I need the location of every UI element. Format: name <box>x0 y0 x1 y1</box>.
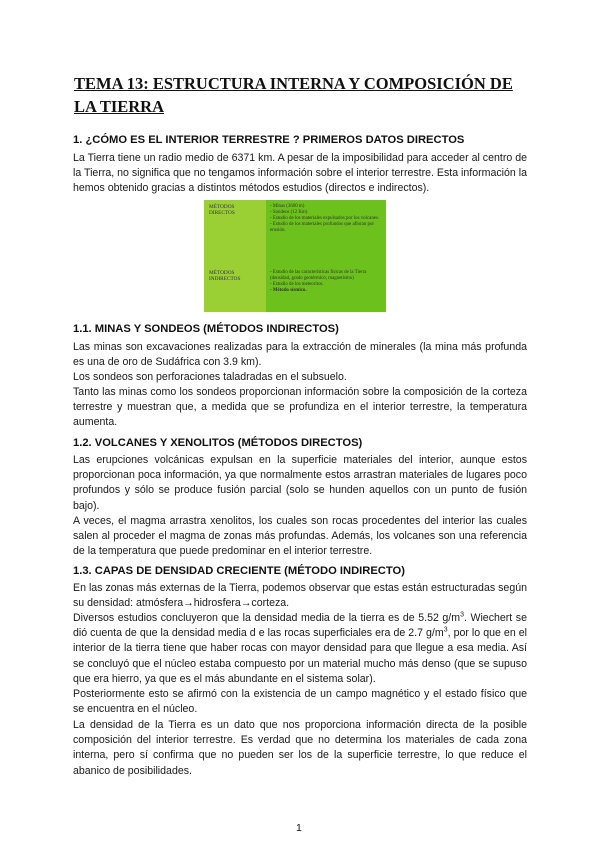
section-1-3-p1: En las zonas más externas de la Tierra, podemos observar que estas están estructuradas según su densidad: atmósfera→hidrosfera→corteza. <box>73 582 527 610</box>
directos-label: MÉTODOS DIRECTOS <box>209 204 235 217</box>
density-text-b: . Wiechert se dió cuenta de que la densidad media d e las rocas superficiales era de 2.7 g/m <box>73 612 527 640</box>
density-text-c: , por lo que en el interior de la tierra tiene que haber rocas con mayor densidad para que llegue a esa media. Así se concluyó que el núcleo estaba compuesto por un material mucho más denso (que se supuso que era hierro, ya que es el más abundante en el sistema solar). <box>73 627 527 685</box>
methods-label-column <box>204 200 266 312</box>
cube-superscript: 3 <box>460 611 464 619</box>
directos-item: - Estudio de los materiales profundos que afloran por erosión. <box>270 222 375 233</box>
indirectos-item: - Estudio de los meteoritos. <box>270 282 324 287</box>
section-1-3-p4: La densidad de la Tierra es un dato que nos proporciona información directa de la posible composición del interior terrestre. Es verdad que no determina los materiales de cada zona interna, pero sí confirma que no pueden ser los de la superficie terrestre, lo que reduce el abanico de posibilidades. <box>73 719 527 777</box>
section-1-2-p2: A veces, el magma arrastra xenolitos, los cuales son rocas procedentes del interior las cuales salen al proceder el magma de zonas más profundas. Además, los volcanes son una referencia de la temperatura que puede predominar en el interior terrestre. <box>73 515 527 558</box>
directos-item: - Minas (3600 m) <box>270 204 305 209</box>
section-1-1-p3: Tanto las minas como los sondeos proporcionan información sobre la composición de la corteza terrestre y muestran que, a medida que se profundiza en el interior terrestre, la temperatura aumenta. <box>73 386 527 429</box>
directos-item: - Estudio de los materiales expulsados por los volcanes. <box>270 216 380 221</box>
section-1-3-p2 <box>73 611 527 687</box>
indirectos-label: MÉTODOS INDIRECTOS <box>209 270 241 283</box>
section-1-heading: 1. ¿CÓMO ES EL INTERIOR TERRESTRE ? PRIMEROS DATOS DIRECTOS <box>73 134 465 146</box>
methods-items-column <box>266 200 386 312</box>
section-1-1-heading: 1.1. MINAS Y SONDEOS (MÉTODOS INDIRECTOS) <box>73 323 339 335</box>
section-1-paragraph: La Tierra tiene un radio medio de 6371 km. A pesar de la imposibilidad para acceder al centro de la Tierra, no significa que no tengamos información sobre el interior terrestre. Esta información la hemos obtenido gracias a distintos métodos estudios (directos e indirectos). <box>73 152 527 195</box>
density-text-a: Diversos estudios concluyeron que la densidad media de la tierra es de 5.52 g/m <box>73 612 461 624</box>
section-1-3-p3: Posteriormente esto se afirmó con la existencia de un campo magnético y el estado físico que se encuentra en el núcleo. <box>73 688 527 716</box>
section-1-2-p1: Las erupciones volcánicas expulsan en la superficie materiales del interior, aunque estos proporcionan poca información, ya que normalmente estos arrastran materiales de lugares poco profundos y sólo se produce fusión parcial (solo se hunden aquellos con un punto de fusión bajo). <box>73 454 527 512</box>
section-1-1-p1: Las minas son excavaciones realizadas para la extracción de minerales (la mina más profunda es una de oro de Sudáfrica con 3.9 km). <box>73 341 527 369</box>
directos-item: - Sondeos (12 Km) <box>270 210 308 215</box>
section-1-1-p2: Los sondeos son perforaciones taladradas en el subsuelo. <box>73 371 347 383</box>
page-number: 1 <box>296 822 302 834</box>
indirectos-item-bold: - Método sísmico. <box>270 288 307 293</box>
indirectos-item: - Estudio de las características físicas de la Tierra (densidad, grado geotérmico, magnetismo) <box>270 270 367 281</box>
cube-superscript: 3 <box>443 626 448 634</box>
page-title: TEMA 13: ESTRUCTURA INTERNA Y COMPOSICIÓN DE LA TIERRA <box>74 74 513 116</box>
section-1-2-heading: 1.2. VOLCANES Y XENOLITOS (MÉTODOS DIRECTOS) <box>73 437 363 449</box>
indirectos-items <box>270 270 382 294</box>
methods-diagram <box>204 200 386 312</box>
section-1-3-heading: 1.3. CAPAS DE DENSIDAD CRECIENTE (MÉTODO INDIRECTO) <box>73 565 405 577</box>
